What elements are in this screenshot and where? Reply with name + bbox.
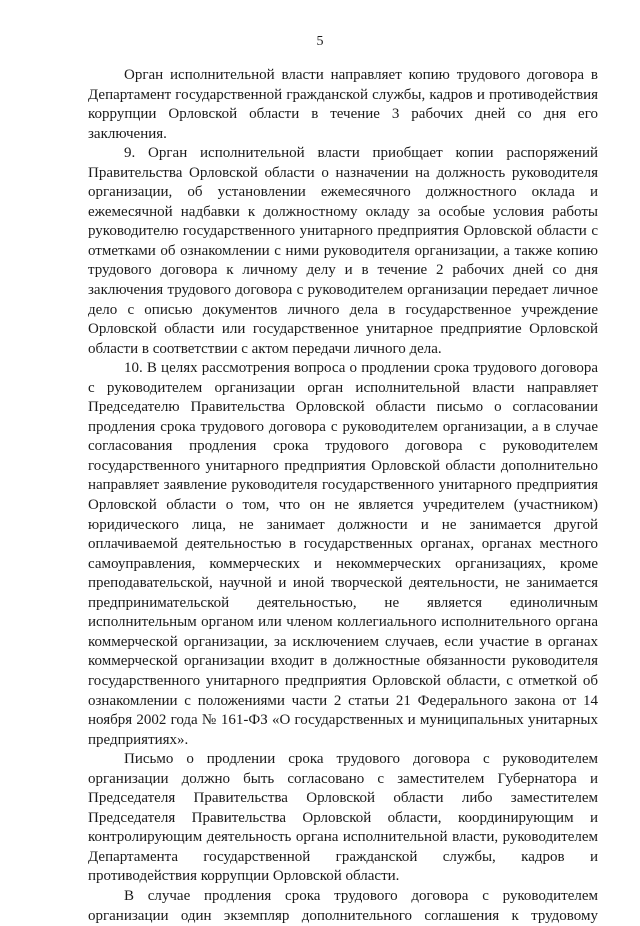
paragraph-extension-letter: Письмо о продлении срока трудового договора с руководителем организации должно быть согласовано с заместителем Губернатора и Председателя Правительства Орловской области либо заместителем Председателя Правительства Орловской области, координирующим и контролирующим деятельность органа исполнительной власти, руководителем Департамента государственной гражданской службы, кадров и противодействия коррупции Орловской области. [88,751,598,885]
paragraph-extension-agreement: В случае продления срока трудового договора с руководителем организации один экземпляр дополнительного соглашения к трудовому [88,887,598,924]
paragraph-item-10: 10. В целях рассмотрения вопроса о продлении срока трудового договора с руководителем организации орган исполнительной власти направляет Председателю Правительства Орловской области письмо о согласовании продления срока трудового договора с руководителем организации, а в случае согласования продления срока трудового договора с руководителем государственного унитарного предприятия Орловской области дополнительно направляет заявление руководителя государственного унитарного предприятия Орловской области о том, что он не является учредителем (участником) юридического лица, не занимает должности и не занимается другой оплачиваемой деятельностью в государственных органах, органах местного самоуправления, коммерческих и некоммерческих организациях, кроме преподавательской, научной и иной творческой деятельности, не занимается предпринимательской деятельностью, не является единоличным исполнительным органом или членом коллегиального исполнительного органа коммерческой организации, за исключением случаев, если участие в органах коммерческой организации входит в должностные обязанности руководителя государственного унитарного предприятия Орловской области, с отметкой об ознакомлении с положениями части 2 статьи 21 Федерального закона от 14 ноября 2002 года № 161-ФЗ «О государственных и муниципальных унитарных предприятиях». [88,360,598,748]
page-number: 5 [316,34,324,49]
paragraph-contract-copy: Орган исполнительной власти направляет копию трудового договора в Департамент государственной гражданской службы, кадров и противодействия коррупции Орловской области в течение 3 рабочих дней со дня его заключения. [88,67,598,142]
paragraph-item-9: 9. Орган исполнительной власти приобщает копии распоряжений Правительства Орловской области о назначении на должность руководителя организации, об установлении ежемесячного должностного оклада и ежемесячной надбавки к должностному окладу за особые условия работы руководителю государственного унитарного предприятия Орловской области с отметками об ознакомлении с ними руководителя организации, а также копию трудового договора к личному делу и в течение 2 рабочих дней со дня заключения трудового договора с руководителем организации передает личное дело с описью документов личного дела в государственное учреждение Орловской области или государственное унитарное предприятие Орловской области в соответствии с актом передачи личного дела. [88,145,598,357]
document-body [88,66,598,926]
